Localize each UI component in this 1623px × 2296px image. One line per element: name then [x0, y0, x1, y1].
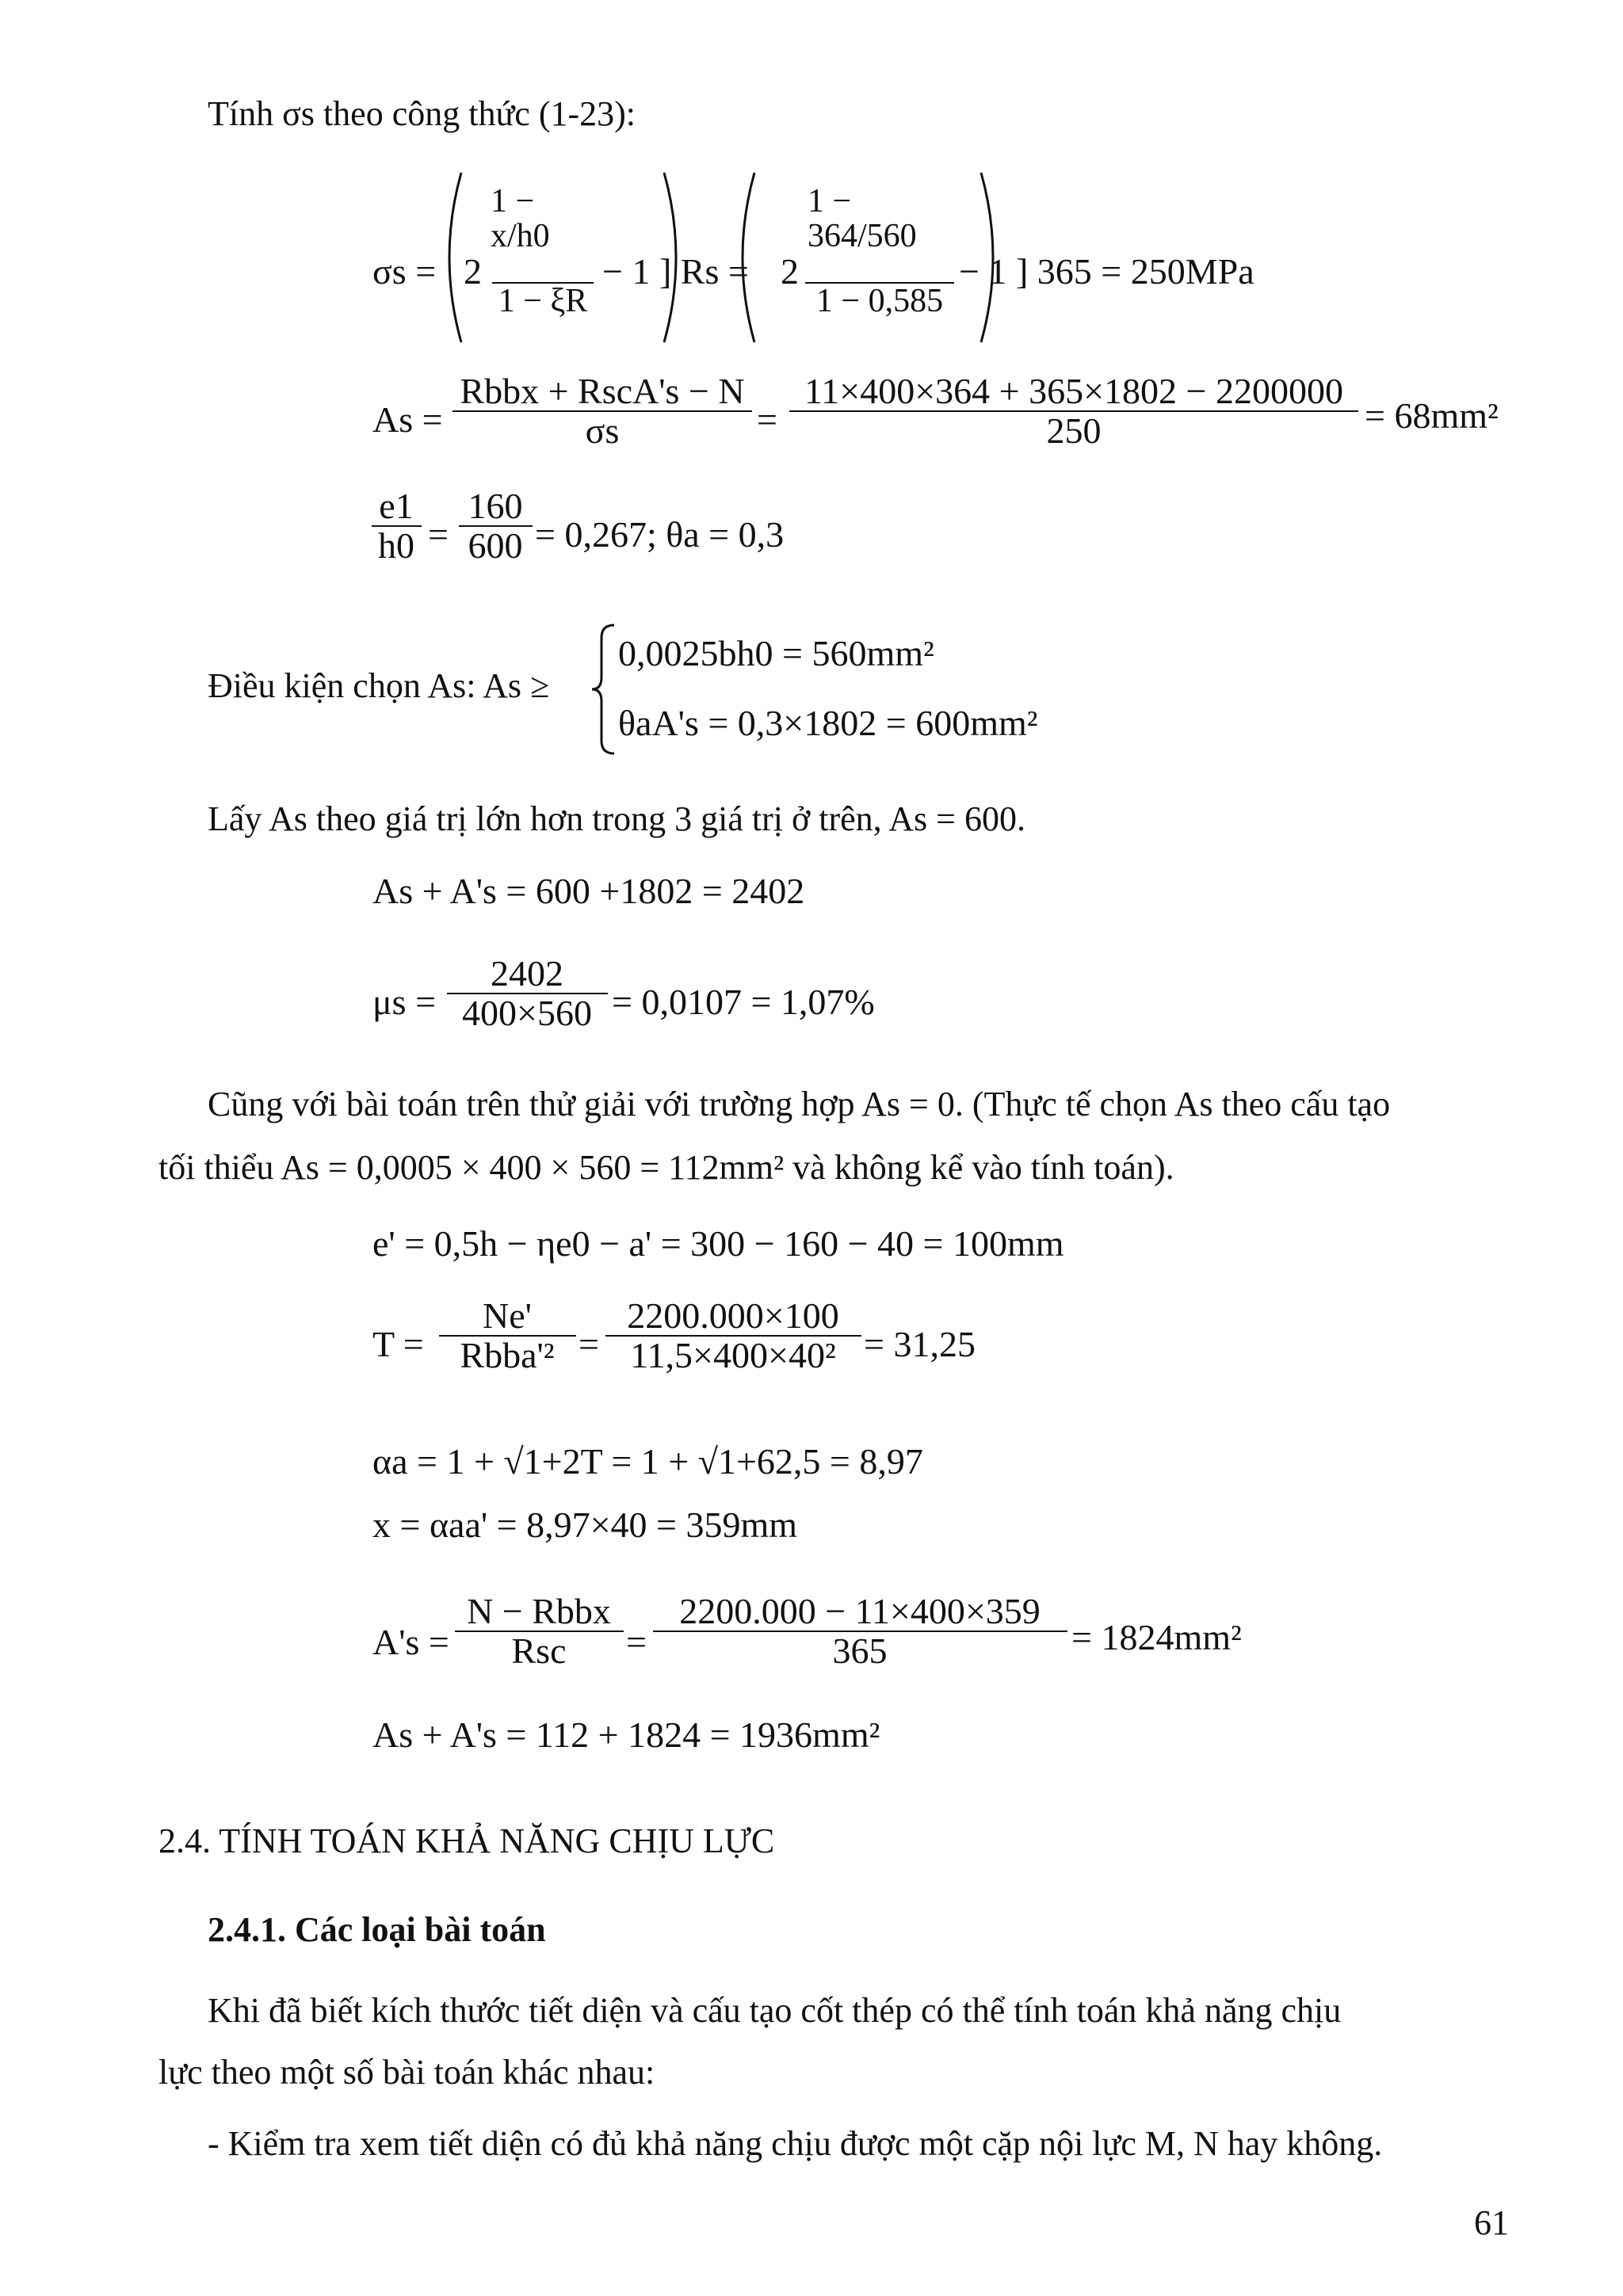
As-frac-2: [789, 372, 1359, 451]
e1-rest: = 0,267; θa = 0,3: [535, 514, 785, 555]
T-frac-1-num: Ne': [483, 1295, 532, 1336]
e1-frac-1: [372, 487, 420, 566]
As-frac-1-den: σs: [453, 410, 752, 450]
As-eq-sign: =: [757, 399, 777, 440]
Asp-frac-2: [654, 1592, 1066, 1671]
paragraph-2-line-1: Khi đã biết kích thước tiết diện và cấu tạo cốt thép có thể tính toán khả năng chịu: [208, 1991, 1342, 2030]
sigma-mid: − 1 ] Rs =: [602, 251, 749, 292]
T-lhs: T =: [372, 1324, 424, 1364]
sigma-frac-1: [487, 184, 598, 318]
As-frac-2-den: 250: [789, 410, 1358, 450]
paragraph-1-line-1: Cũng với bài toán trên thử giải với trường hợp As = 0. (Thực tế chọn As theo cấu tạo: [208, 1085, 1391, 1123]
condition-label: Điều kiện chọn As: As ≥: [208, 666, 550, 705]
final-sum-line: As + A's = 112 + 1824 = 1936mm²: [372, 1714, 880, 1755]
As-lhs: As =: [372, 399, 443, 440]
bullet-item-1: - Kiểm tra xem tiết diện có đủ khả năng chịu được một cặp nội lực M, N hay không.: [208, 2124, 1383, 2163]
sigma-frac-1-num: 1 − x/h0: [491, 183, 550, 255]
Asp-eq-sign: =: [626, 1622, 647, 1662]
sum-line: As + A's = 600 +1802 = 2402: [372, 871, 805, 911]
Asp-frac-2-num: 2200.000 − 11×400×359: [679, 1591, 1041, 1631]
e1-frac-1-num: e1: [379, 486, 414, 526]
T-frac-2-den: 11,5×400×40²: [605, 1335, 861, 1375]
e1-frac-1-den: h0: [372, 525, 422, 565]
T-rest: = 31,25: [864, 1324, 976, 1364]
alpha-line: αa = 1 + √1+2T = 1 + √1+62,5 = 8,97: [372, 1441, 923, 1482]
e1-frac-2-den: 600: [459, 525, 533, 565]
section-heading: 2.4. TÍNH TOÁN KHẢ NĂNG CHỊU LỰC: [158, 1821, 775, 1860]
page-number: 61: [1474, 2203, 1509, 2242]
take-As-line: Lấy As theo giá trị lớn hơn trong 3 giá trị ở trên, As = 600.: [208, 799, 1025, 838]
T-frac-1: [440, 1297, 575, 1375]
mu-rest: = 0,0107 = 1,07%: [612, 982, 875, 1022]
sigma-two-2: 2: [781, 251, 799, 292]
Asp-lhs: A's =: [372, 1622, 449, 1662]
condition-line-1: 0,0025bh0 = 560mm²: [618, 633, 934, 673]
intro-sigma-line: Tính σs theo công thức (1-23):: [208, 94, 636, 133]
Asp-frac-2-den: 365: [653, 1630, 1067, 1670]
paragraph-1-line-2: tối thiểu As = 0,0005 × 400 × 560 = 112mm² và không kể vào tính toán).: [158, 1148, 1174, 1187]
Asp-rest: = 1824mm²: [1071, 1617, 1242, 1657]
T-frac-2-num: 2200.000×100: [627, 1295, 839, 1336]
As-frac-1: [452, 372, 753, 451]
subsection-heading: 2.4.1. Các loại bài toán: [208, 1910, 546, 1949]
e1-frac-2: [460, 487, 531, 566]
sigma-two-1: 2: [464, 251, 482, 292]
mu-lhs: μs =: [372, 982, 437, 1022]
mu-frac-num: 2402: [491, 953, 563, 994]
Asp-frac-1: [456, 1592, 622, 1671]
sigma-lhs: σs =: [372, 251, 437, 292]
As-frac-2-num: 11×400×364 + 365×1802 − 2200000: [804, 371, 1343, 411]
T-frac-2: [606, 1297, 860, 1375]
As-frac-1-num: Rbbx + RscA's − N: [460, 371, 745, 411]
sigma-frac-2: [804, 184, 955, 318]
mu-frac-den: 400×560: [447, 993, 608, 1032]
eprime-line: e' = 0,5h − ηe0 − a' = 300 − 160 − 40 = 100mm: [372, 1223, 1064, 1264]
sigma-frac-2-den: 1 − 0,585: [805, 282, 954, 318]
mu-frac: [448, 955, 606, 1033]
e1-frac-2-num: 160: [468, 486, 523, 526]
paragraph-2-line-2: lực theo một số bài toán khác nhau:: [158, 2053, 655, 2092]
sigma-frac-1-den: 1 − ξR: [492, 282, 594, 318]
T-frac-1-den: Rbba'²: [439, 1335, 576, 1375]
condition-brace: [590, 622, 622, 757]
Asp-frac-1-num: N − Rbbx: [467, 1591, 611, 1631]
condition-line-2: θaA's = 0,3×1802 = 600mm²: [618, 703, 1038, 743]
x-line: x = αaa' = 8,97×40 = 359mm: [372, 1505, 798, 1545]
Asp-frac-1-den: Rsc: [455, 1630, 624, 1670]
sigma-frac-2-num: 1 − 364/560: [808, 183, 917, 255]
As-result: = 68mm²: [1365, 395, 1499, 436]
sigma-tail: − 1 ] 365 = 250MPa: [959, 251, 1254, 292]
T-eq-sign: =: [579, 1324, 599, 1364]
e1-eq-sign: =: [428, 514, 449, 555]
